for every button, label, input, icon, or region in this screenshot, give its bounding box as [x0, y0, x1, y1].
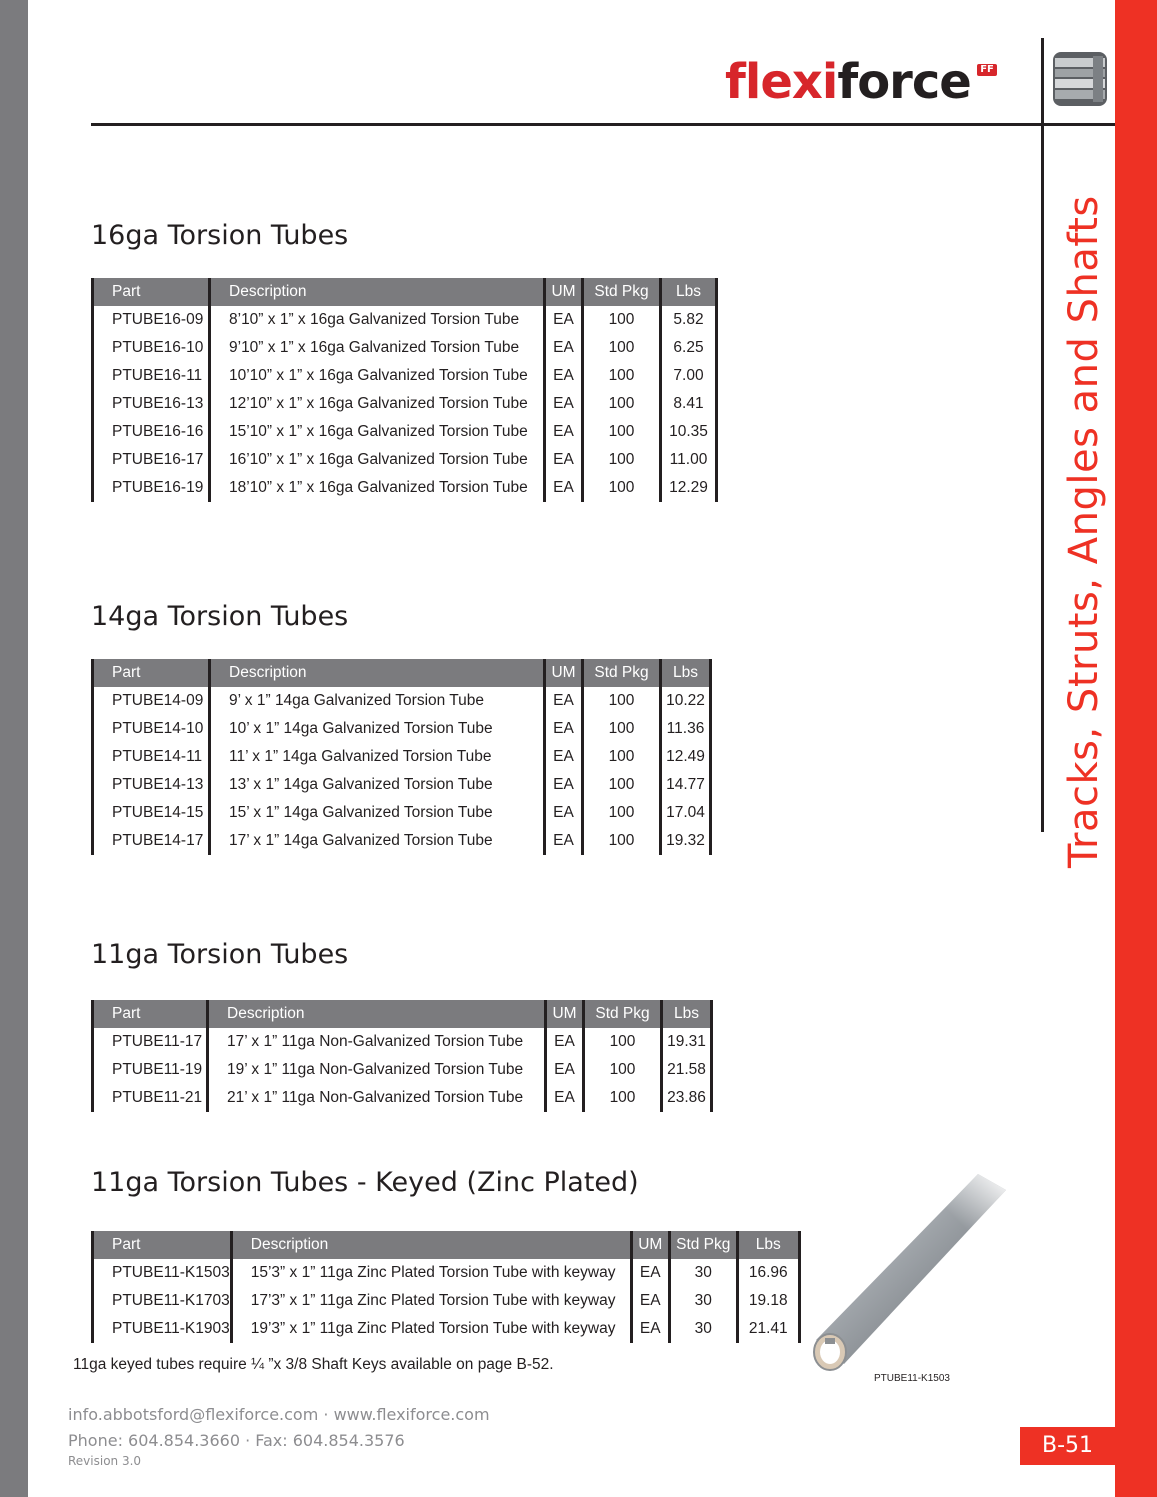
- cell-part: PTUBE16-19: [93, 474, 210, 502]
- table-16ga: [91, 278, 718, 502]
- table-header-row: [93, 659, 711, 687]
- table-14ga: [91, 659, 712, 855]
- cell-um: EA: [631, 1287, 669, 1315]
- header-rule: [91, 123, 1115, 126]
- cell-std-pkg: 100: [583, 446, 661, 474]
- cell-description: 17’ x 1” 11ga Non-Galvanized Torsion Tube: [208, 1028, 546, 1056]
- cell-um: EA: [545, 474, 583, 502]
- cell-description: 21’ x 1” 11ga Non-Galvanized Torsion Tube: [208, 1084, 546, 1112]
- logo-badge: FF: [977, 64, 997, 76]
- section-title-16ga: 16ga Torsion Tubes: [91, 220, 349, 251]
- header-lbs: Lbs: [661, 659, 711, 687]
- cell-description: 19’ x 1” 11ga Non-Galvanized Torsion Tube: [208, 1056, 546, 1084]
- cell-um: EA: [545, 771, 583, 799]
- cell-um: EA: [546, 1028, 584, 1056]
- cell-std-pkg: 100: [583, 799, 661, 827]
- header-description: Description: [231, 1231, 631, 1259]
- header-description: Description: [210, 659, 545, 687]
- table-row: [93, 334, 717, 362]
- cell-std-pkg: 100: [584, 1084, 662, 1112]
- cell-std-pkg: 100: [584, 1056, 662, 1084]
- table-row: [93, 743, 711, 771]
- table-row: [93, 418, 717, 446]
- cell-lbs: 10.22: [661, 687, 711, 715]
- table-header-row: [93, 1231, 800, 1259]
- cell-lbs: 12.29: [661, 474, 717, 502]
- cell-part: PTUBE16-16: [93, 418, 210, 446]
- cell-std-pkg: 30: [669, 1287, 737, 1315]
- cell-um: EA: [545, 306, 583, 334]
- table-row: [93, 362, 717, 390]
- cell-std-pkg: 100: [583, 827, 661, 855]
- section-title-11ga-keyed: 11ga Torsion Tubes - Keyed (Zinc Plated): [91, 1167, 639, 1198]
- cell-std-pkg: 100: [583, 334, 661, 362]
- table-row: [93, 390, 717, 418]
- cell-part: PTUBE16-13: [93, 390, 210, 418]
- cell-lbs: 11.36: [661, 715, 711, 743]
- cell-std-pkg: 30: [669, 1315, 737, 1343]
- cell-std-pkg: 100: [583, 687, 661, 715]
- table-row: [93, 446, 717, 474]
- section-side-title: Tracks, Struts, Angles and Shafts: [1061, 195, 1107, 868]
- table-row: [93, 1259, 800, 1287]
- cell-lbs: 19.18: [737, 1287, 799, 1315]
- cell-um: EA: [545, 799, 583, 827]
- cell-lbs: 19.31: [662, 1028, 712, 1056]
- cell-um: EA: [631, 1259, 669, 1287]
- cell-std-pkg: 100: [583, 771, 661, 799]
- table-11ga-keyed: [91, 1231, 801, 1343]
- table-row: [93, 799, 711, 827]
- header-description: Description: [208, 1000, 546, 1028]
- cell-description: 10’ x 1” 14ga Galvanized Torsion Tube: [210, 715, 545, 743]
- cell-std-pkg: 100: [583, 418, 661, 446]
- header-std-pkg: Std Pkg: [583, 659, 661, 687]
- table-row: [93, 306, 717, 334]
- cell-description: 11’ x 1” 14ga Galvanized Torsion Tube: [210, 743, 545, 771]
- cell-part: PTUBE11-19: [93, 1056, 208, 1084]
- cell-std-pkg: 100: [584, 1028, 662, 1056]
- torsion-tube-image: [808, 1168, 1013, 1383]
- cell-lbs: 8.41: [661, 390, 717, 418]
- cell-part: PTUBE16-11: [93, 362, 210, 390]
- left-margin-bar: [0, 0, 28, 1497]
- header-std-pkg: Std Pkg: [584, 1000, 662, 1028]
- cell-lbs: 11.00: [661, 446, 717, 474]
- table-row: [93, 1287, 800, 1315]
- cell-um: EA: [631, 1315, 669, 1343]
- header-um: UM: [631, 1231, 669, 1259]
- cell-lbs: 21.41: [737, 1315, 799, 1343]
- logo-text-flexi: flexi: [725, 54, 838, 110]
- cell-description: 8’10” x 1” x 16ga Galvanized Torsion Tube: [210, 306, 545, 334]
- cell-lbs: 6.25: [661, 334, 717, 362]
- cell-std-pkg: 100: [583, 362, 661, 390]
- table-row: [93, 771, 711, 799]
- cell-part: PTUBE14-09: [93, 687, 210, 715]
- cell-part: PTUBE11-17: [93, 1028, 208, 1056]
- header-part: Part: [93, 1231, 232, 1259]
- table-header-row: [93, 278, 717, 306]
- logo-text-force: force: [837, 54, 971, 110]
- cell-description: 12’10” x 1” x 16ga Galvanized Torsion Tube: [210, 390, 545, 418]
- cell-description: 16’10” x 1” x 16ga Galvanized Torsion Tube: [210, 446, 545, 474]
- cell-um: EA: [545, 362, 583, 390]
- section-title-11ga: 11ga Torsion Tubes: [91, 939, 349, 970]
- cell-part: PTUBE11-K1503: [93, 1259, 232, 1287]
- header-std-pkg: Std Pkg: [669, 1231, 737, 1259]
- section-title-14ga: 14ga Torsion Tubes: [91, 601, 349, 632]
- cell-um: EA: [545, 715, 583, 743]
- cell-lbs: 21.58: [662, 1056, 712, 1084]
- cell-part: PTUBE11-21: [93, 1084, 208, 1112]
- cell-description: 9’10” x 1” x 16ga Galvanized Torsion Tube: [210, 334, 545, 362]
- cell-lbs: 12.49: [661, 743, 711, 771]
- cell-lbs: 7.00: [661, 362, 717, 390]
- right-accent-bar: [1115, 0, 1157, 1497]
- cell-lbs: 14.77: [661, 771, 711, 799]
- header-lbs: Lbs: [737, 1231, 799, 1259]
- table-row: [93, 1315, 800, 1343]
- cell-um: EA: [545, 418, 583, 446]
- cell-lbs: 17.04: [661, 799, 711, 827]
- cell-um: EA: [545, 334, 583, 362]
- cell-description: 19’3” x 1” 11ga Zinc Plated Torsion Tube with keyway: [231, 1315, 631, 1343]
- footer-phone: Phone: 604.854.3660 · Fax: 604.854.3576: [68, 1431, 405, 1450]
- header-lbs: Lbs: [661, 278, 717, 306]
- cell-part: PTUBE14-13: [93, 771, 210, 799]
- flexiforce-logo: [725, 54, 994, 110]
- cell-description: 9’ x 1” 14ga Galvanized Torsion Tube: [210, 687, 545, 715]
- cell-std-pkg: 100: [583, 743, 661, 771]
- cell-description: 17’ x 1” 14ga Galvanized Torsion Tube: [210, 827, 545, 855]
- header-part: Part: [93, 278, 210, 306]
- vertical-rule: [1041, 38, 1044, 832]
- cell-description: 13’ x 1” 14ga Galvanized Torsion Tube: [210, 771, 545, 799]
- page-number: B-51: [1020, 1427, 1115, 1465]
- table-row: [93, 827, 711, 855]
- cell-description: 17’3” x 1” 11ga Zinc Plated Torsion Tube with keyway: [231, 1287, 631, 1315]
- cell-um: EA: [545, 687, 583, 715]
- footer-revision: Revision 3.0: [68, 1454, 142, 1468]
- cell-lbs: 16.96: [737, 1259, 799, 1287]
- keyed-tube-note: 11ga keyed tubes require ¼ ”x 3/8 Shaft Keys available on page B-52.: [73, 1356, 554, 1373]
- cell-um: EA: [545, 390, 583, 418]
- table-row: [93, 1084, 712, 1112]
- cell-part: PTUBE14-17: [93, 827, 210, 855]
- cell-um: EA: [545, 743, 583, 771]
- table-row: [93, 1056, 712, 1084]
- cell-um: EA: [545, 827, 583, 855]
- cell-description: 15’3” x 1” 11ga Zinc Plated Torsion Tube with keyway: [231, 1259, 631, 1287]
- cell-std-pkg: 100: [583, 715, 661, 743]
- cell-um: EA: [546, 1084, 584, 1112]
- cell-part: PTUBE16-17: [93, 446, 210, 474]
- tracks-thumbnail-icon: [1053, 52, 1107, 106]
- header-um: UM: [545, 278, 583, 306]
- cell-lbs: 5.82: [661, 306, 717, 334]
- cell-um: EA: [546, 1056, 584, 1084]
- cell-part: PTUBE11-K1903: [93, 1315, 232, 1343]
- cell-part: PTUBE14-10: [93, 715, 210, 743]
- footer-contact: info.abbotsford@flexiforce.com · www.flexiforce.com: [68, 1405, 490, 1424]
- cell-description: 15’10” x 1” x 16ga Galvanized Torsion Tube: [210, 418, 545, 446]
- cell-description: 18’10” x 1” x 16ga Galvanized Torsion Tube: [210, 474, 545, 502]
- cell-part: PTUBE16-09: [93, 306, 210, 334]
- table-row: [93, 687, 711, 715]
- header-part: Part: [93, 1000, 208, 1028]
- header-std-pkg: Std Pkg: [583, 278, 661, 306]
- cell-um: EA: [545, 446, 583, 474]
- cell-part: PTUBE11-K1703: [93, 1287, 232, 1315]
- cell-description: 15’ x 1” 14ga Galvanized Torsion Tube: [210, 799, 545, 827]
- header-um: UM: [545, 659, 583, 687]
- table-row: [93, 715, 711, 743]
- cell-part: PTUBE14-11: [93, 743, 210, 771]
- cell-std-pkg: 100: [583, 390, 661, 418]
- cell-lbs: 10.35: [661, 418, 717, 446]
- cell-part: PTUBE16-10: [93, 334, 210, 362]
- cell-std-pkg: 100: [583, 474, 661, 502]
- table-row: [93, 474, 717, 502]
- header-um: UM: [546, 1000, 584, 1028]
- cell-description: 10’10” x 1” x 16ga Galvanized Torsion Tube: [210, 362, 545, 390]
- cell-lbs: 19.32: [661, 827, 711, 855]
- table-11ga: [91, 1000, 713, 1112]
- header-lbs: Lbs: [662, 1000, 712, 1028]
- header-description: Description: [210, 278, 545, 306]
- cell-std-pkg: 30: [669, 1259, 737, 1287]
- image-caption: PTUBE11-K1503: [874, 1373, 950, 1384]
- header-part: Part: [93, 659, 210, 687]
- cell-part: PTUBE14-15: [93, 799, 210, 827]
- table-header-row: [93, 1000, 712, 1028]
- cell-std-pkg: 100: [583, 306, 661, 334]
- cell-lbs: 23.86: [662, 1084, 712, 1112]
- table-row: [93, 1028, 712, 1056]
